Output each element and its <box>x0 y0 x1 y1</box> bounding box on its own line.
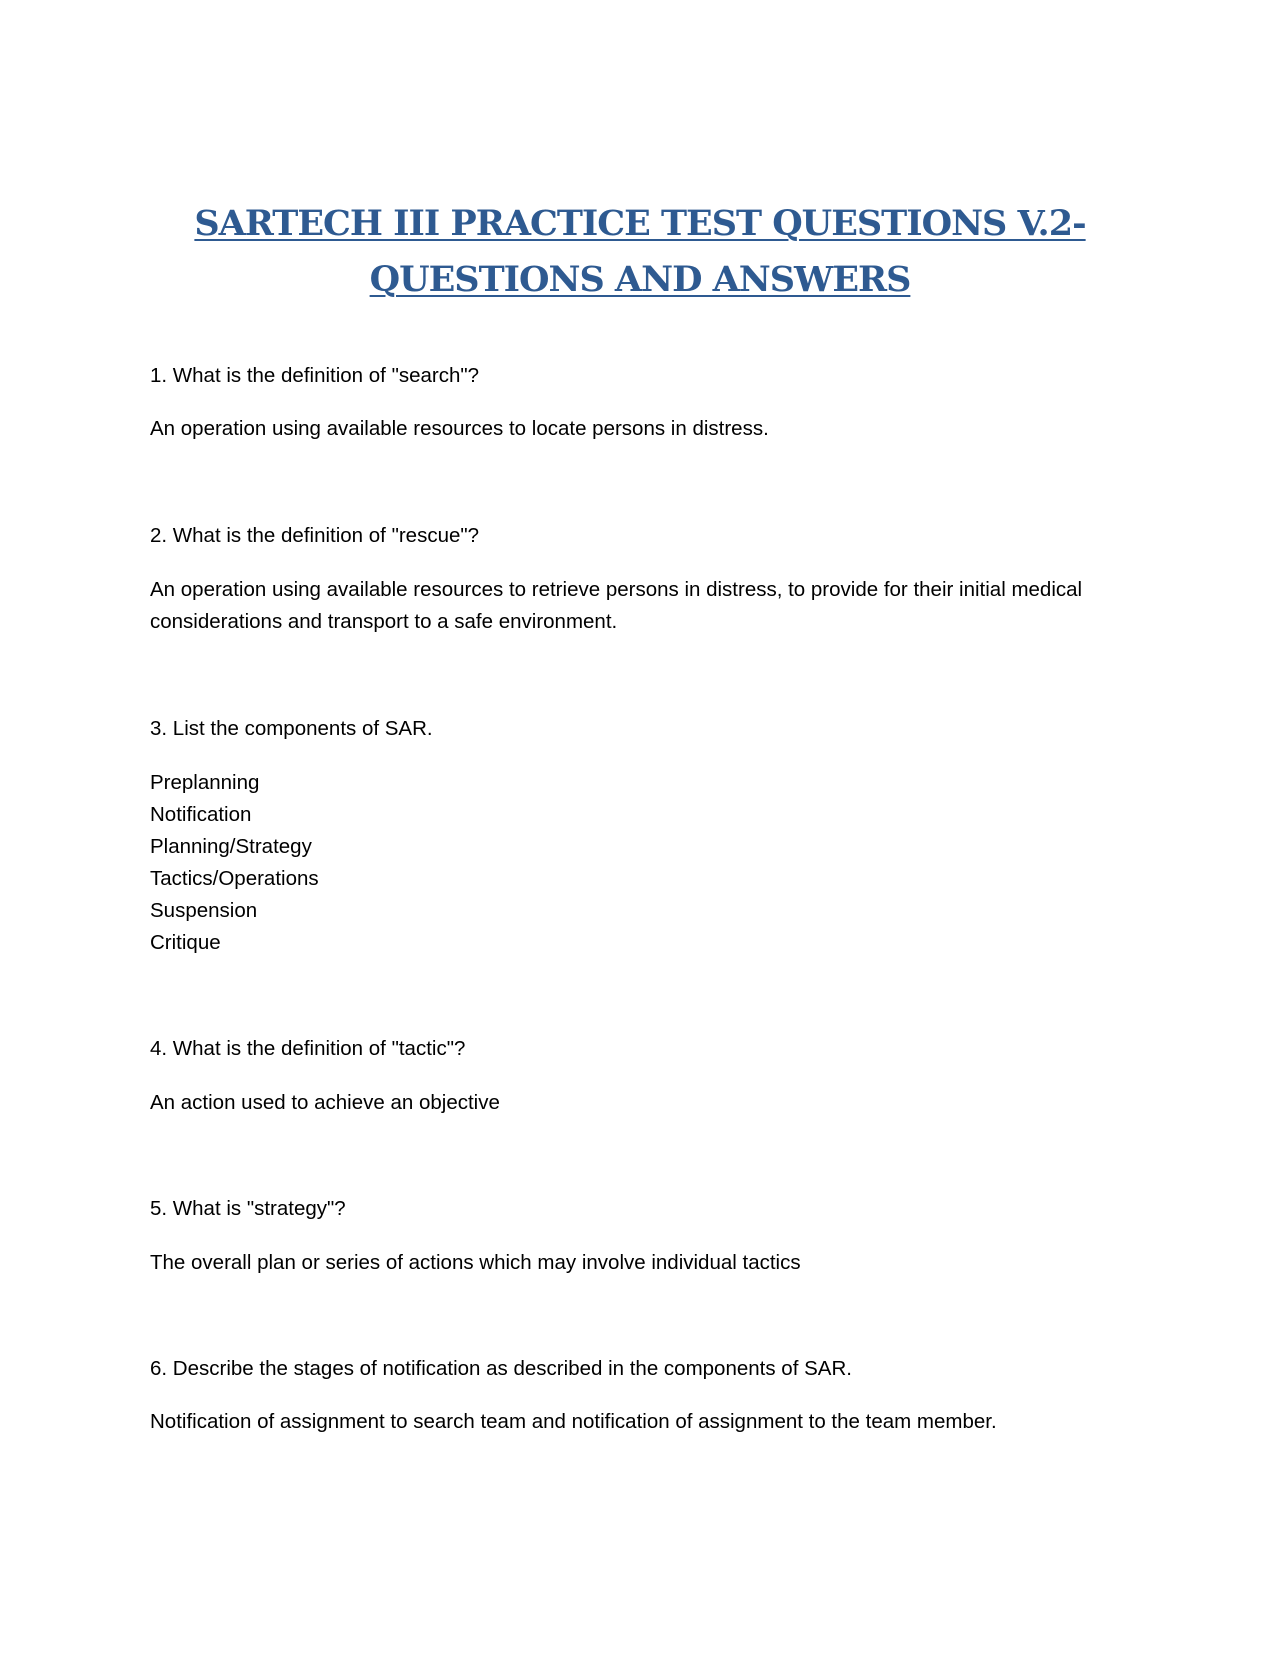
answer-1: An operation using available resources to locate persons in distress. <box>150 417 769 440</box>
answer-2: An operation using available resources to retrieve persons in distress, to provide for their initial medical considerations and transport to a safe environment. <box>150 578 1083 633</box>
answer-6: Notification of assignment to search team and notification of assignment to the team member. <box>150 1410 997 1433</box>
question-6: 6. Describe the stages of notification as described in the components of SAR. <box>150 1357 852 1380</box>
list-item: Preplanning <box>150 771 260 794</box>
answer-3-list <box>150 767 1140 959</box>
title-line-2: QUESTIONS AND ANSWERS <box>369 259 911 300</box>
list-item: Notification <box>150 803 252 826</box>
list-item: Tactics/Operations <box>150 867 319 890</box>
question-5: 5. What is "strategy"? <box>150 1197 346 1220</box>
question-3: 3. List the components of SAR. <box>150 717 433 740</box>
list-item: Planning/Strategy <box>150 835 312 858</box>
list-item: Suspension <box>150 899 258 922</box>
document-title <box>150 196 1130 308</box>
answer-4: An action used to achieve an objective <box>150 1091 500 1114</box>
question-4: 4. What is the definition of "tactic"? <box>150 1037 466 1060</box>
answer-5: The overall plan or series of actions which may involve individual tactics <box>150 1251 801 1274</box>
list-item: Critique <box>150 931 221 954</box>
question-1: 1. What is the definition of "search"? <box>150 364 480 387</box>
question-2: 2. What is the definition of "rescue"? <box>150 524 480 547</box>
title-line-1: SARTECH III PRACTICE TEST QUESTIONS V.2- <box>194 203 1086 244</box>
